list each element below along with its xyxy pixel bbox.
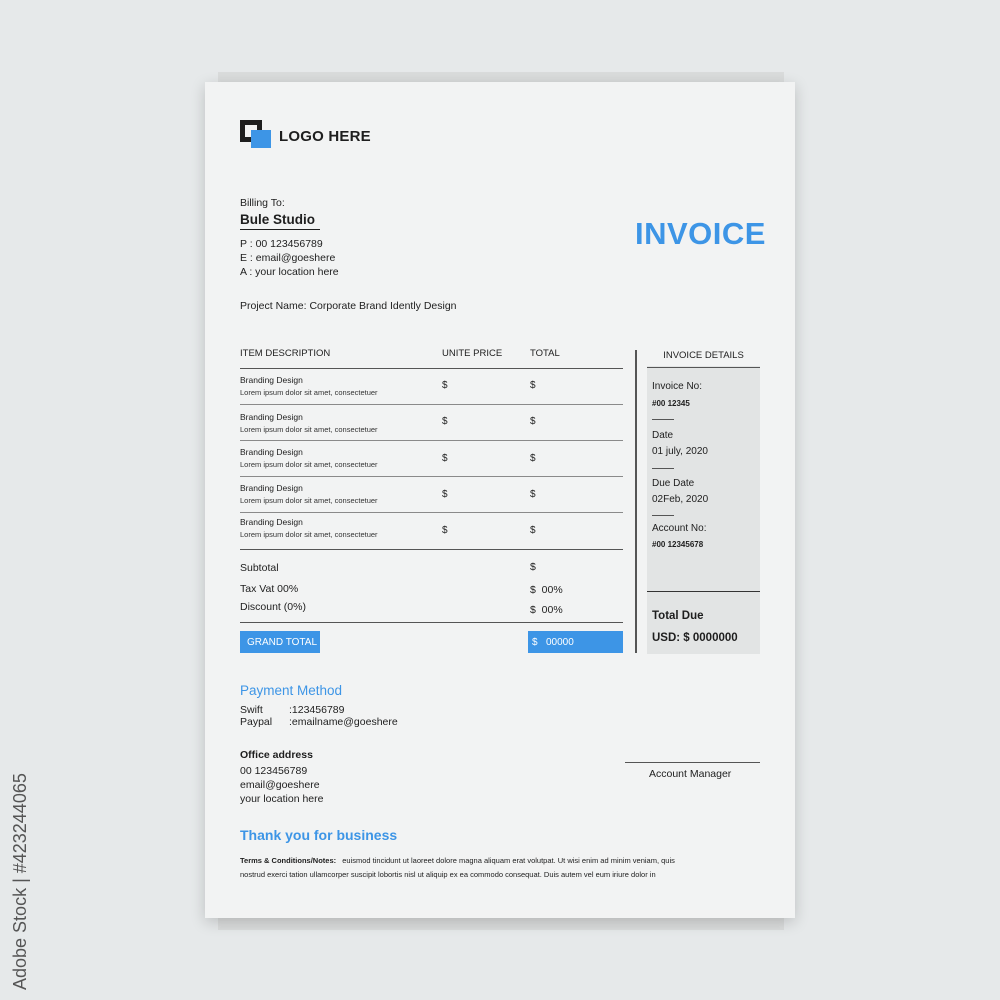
paypal-value: :emailname@goeshere (289, 716, 398, 728)
col-header-description: ITEM DESCRIPTION (240, 348, 331, 359)
project-name: Project Name: Corporate Brand Idently Design (240, 300, 457, 312)
billing-phone: P : 00 123456789 (240, 238, 323, 250)
invoice-page (205, 82, 795, 918)
billing-label: Billing To: (240, 197, 285, 209)
invoice-no: #00 12345 (652, 399, 690, 408)
row-title: Branding Design (240, 375, 303, 385)
discount-value: $ 00% (530, 604, 563, 616)
row-total: $ (530, 416, 536, 427)
table-header-rule (240, 368, 623, 369)
office-phone: 00 123456789 (240, 765, 308, 777)
client-name: Bule Studio (240, 212, 315, 227)
row-price: $ (442, 380, 448, 391)
row-total: $ (530, 525, 536, 536)
paypal-label: Paypal (240, 716, 273, 728)
office-email: email@goeshere (240, 779, 320, 791)
total-due-label: Total Due (652, 610, 704, 622)
invoice-no-label: Invoice No: (652, 381, 703, 392)
row-divider (240, 440, 623, 441)
table-end-rule (240, 549, 623, 550)
row-title: Branding Design (240, 517, 303, 527)
due-date-value: 02Feb, 2020 (652, 494, 709, 505)
date-label: Date (652, 430, 674, 441)
terms-line-2: nostrud exerci tation ullamcorper suscipit lobortis nisl ut aliquip ex ea commodo consequat. Duis autem vel eum iriure dolor in (240, 870, 656, 879)
total-due-rule (647, 591, 760, 592)
details-sep (652, 468, 674, 469)
row-price: $ (442, 416, 448, 427)
account-no-label: Account No: (652, 523, 707, 534)
invoice-title: INVOICE (635, 216, 766, 251)
billing-email: E : email@goeshere (240, 252, 336, 264)
row-desc: Lorem ipsum dolor sit amet, consectetuer (240, 425, 378, 434)
table-row (240, 517, 623, 553)
terms-block (240, 856, 675, 865)
details-divider (635, 350, 637, 653)
swift-value: :123456789 (289, 704, 345, 716)
account-manager-label: Account Manager (649, 768, 732, 780)
discount-label: Discount (0%) (240, 601, 306, 613)
grand-total-label: GRAND TOTAL (247, 637, 318, 648)
details-heading: INVOICE DETAILS (663, 350, 744, 361)
row-desc: Lorem ipsum dolor sit amet, consectetuer (240, 496, 378, 505)
row-price: $ (442, 453, 448, 464)
logo-text: LOGO HERE (279, 128, 371, 145)
row-desc: Lorem ipsum dolor sit amet, consectetuer (240, 460, 378, 469)
client-name-underline (240, 229, 320, 230)
due-date-label: Due Date (652, 478, 695, 489)
grand-total-label-box (240, 631, 320, 653)
tax-label: Tax Vat 00% (240, 583, 299, 595)
subtotal-value: $ (530, 561, 536, 573)
row-title: Branding Design (240, 483, 303, 493)
account-no: #00 12345678 (652, 540, 704, 549)
row-desc: Lorem ipsum dolor sit amet, consectetuer (240, 530, 378, 539)
office-location: your location here (240, 793, 324, 805)
row-total: $ (530, 489, 536, 500)
details-sep (652, 515, 674, 516)
date-value: 01 july, 2020 (652, 446, 708, 457)
total-due-value: USD: $ 0000000 (652, 632, 738, 644)
row-desc: Lorem ipsum dolor sit amet, consectetuer (240, 388, 378, 397)
office-heading: Office address (240, 749, 313, 761)
tax-value: $ 00% (530, 584, 563, 596)
row-divider (240, 512, 623, 513)
row-total: $ (530, 380, 536, 391)
thanks-text: Thank you for business (240, 827, 398, 843)
summary-rule (240, 622, 623, 623)
table-row (240, 375, 623, 411)
col-header-price: UNITE PRICE (442, 348, 503, 359)
row-title: Branding Design (240, 412, 303, 422)
grand-total-currency: $ (532, 637, 538, 648)
table-row (240, 483, 623, 519)
invoice-details-panel (647, 350, 760, 654)
row-total: $ (530, 453, 536, 464)
grand-total-value-box (528, 631, 623, 653)
payment-heading: Payment Method (240, 683, 343, 698)
row-price: $ (442, 525, 448, 536)
row-divider (240, 476, 623, 477)
details-sep (652, 419, 674, 420)
table-row (240, 447, 623, 483)
row-price: $ (442, 489, 448, 500)
swift-label: Swift (240, 704, 263, 716)
col-header-total: TOTAL (530, 348, 560, 359)
table-row (240, 412, 623, 448)
logo-icon (240, 120, 272, 150)
details-heading-rule (647, 367, 760, 368)
billing-address: A : your location here (240, 266, 339, 278)
row-divider (240, 404, 623, 405)
subtotal-label: Subtotal (240, 562, 279, 574)
watermark-side-text: Adobe Stock | #423244065 (10, 773, 30, 990)
signature-line (625, 762, 760, 763)
row-title: Branding Design (240, 447, 303, 457)
terms-label: Terms & Conditions/Notes: (240, 856, 337, 865)
grand-total-value: 00000 (546, 637, 574, 648)
terms-line-1: euismod tincidunt ut laoreet dolore magna aliquam erat volutpat. Ut wisi enim ad minim veniam, quis (342, 856, 675, 865)
